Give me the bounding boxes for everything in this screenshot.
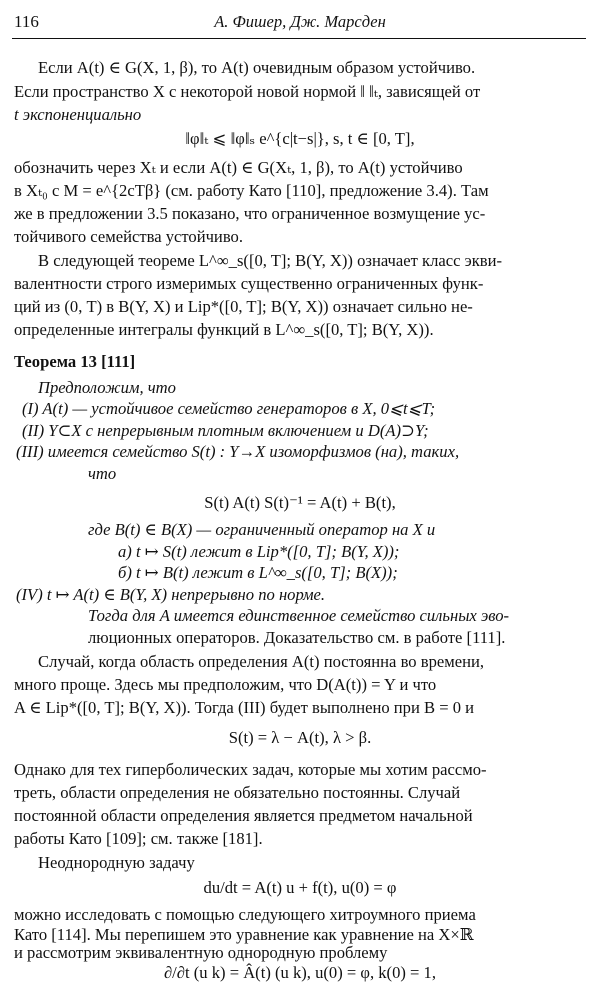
text-line: и рассмотрим эквивалентную однородную проблему: [14, 943, 388, 962]
condition-line: (I) A(t) — устойчивое семейство генераторов в X, 0⩽t⩽T;: [22, 399, 436, 418]
text-line: а) t ↦ S(t) лежит в Lip*([0, T]; B(Y, X));: [118, 542, 400, 561]
text-line: Като [114]. Мы перепишем это уравнение как уравнение на X×ℝ: [14, 925, 474, 944]
text-line: определенные интегралы функций в L^∞_s([0, T]; B(Y, X)).: [14, 320, 434, 339]
text-line: Однако для тех гиперболических задач, которые мы хотим рассмо-: [14, 760, 487, 779]
text-line: Если A(t) ∈ G(X, 1, β), то A(t) очевидным образом устойчиво.: [38, 58, 476, 77]
formula: du/dt = A(t) u + f(t), u(0) = φ: [203, 878, 397, 897]
text-line: В следующей теореме L^∞_s([0, T]; B(Y, X)) означает класс экви-: [38, 251, 503, 270]
page-number: 116: [14, 12, 39, 31]
text-line: Тогда для A имеется единственное семейство сильных эво-: [88, 606, 510, 625]
condition-line: (IV) t ↦ A(t) ∈ B(Y, X) непрерывно по норме.: [16, 585, 326, 604]
text-line: обозначить через Xₜ и если A(t) ∈ G(Xₜ, 1, β), то A(t) устойчиво: [14, 158, 463, 177]
text-line: постоянной области определения является предметом начальной: [14, 806, 473, 825]
text-line: много проще. Здесь мы предположим, что D(A(t)) = Y и что: [14, 675, 437, 694]
text-line: Если пространство X с некоторой новой нормой ‖ ‖ₜ, зависящей от: [14, 82, 481, 101]
formula: ‖φ‖ₜ ⩽ ‖φ‖ₛ e^{c|t−s|}, s, t ∈ [0, T],: [185, 129, 415, 148]
formula: S(t) A(t) S(t)⁻¹ = A(t) + B(t),: [204, 493, 396, 512]
formula: S(t) = λ − A(t), λ > β.: [228, 728, 372, 747]
condition-line: (II) Y⊂X с непрерывным плотным включением и D(A)⊃Y;: [22, 421, 429, 440]
text-line: Неоднородную задачу: [38, 853, 195, 872]
text-line: в Xₜ₀ с M = e^{2cTβ} (см. работу Като [110], предложение 3.4). Там: [14, 181, 489, 200]
condition-line: (III) имеется семейство S(t) : Y→X изоморфизмов (на), таких,: [16, 442, 460, 461]
text-line: треть, области определения не обязательно постоянны. Случай: [14, 783, 461, 802]
text-line: Предположим, что: [38, 378, 176, 397]
text-line: же в предложении 3.5 показано, что ограниченное возмущение ус-: [14, 204, 486, 223]
text-line: валентности строго измеримых существенно ограниченных функ-: [14, 274, 484, 293]
header-rule: [12, 38, 586, 39]
text-line: б) t ↦ B(t) лежит в L^∞_s([0, T]; B(X));: [118, 563, 398, 582]
text-line: ций из (0, T) в B(Y, X) и Lip*([0, T]; B(Y, X)) означает сильно не-: [14, 297, 473, 316]
text-line: можно исследовать с помощью следующего хитроумного приема: [14, 905, 476, 924]
text-line: где B(t) ∈ B(X) — ограниченный оператор на X и: [88, 520, 436, 539]
text-line: работы Като [109]; см. также [181].: [14, 829, 263, 848]
text-line: тойчивого семейства устойчиво.: [14, 227, 243, 246]
text-line: что: [88, 464, 117, 483]
theorem-heading: Теорема 13 [111]: [14, 352, 136, 371]
formula: ∂/∂t (u k) = Â(t) (u k), u(0) = φ, k(0) = 1,: [163, 963, 437, 982]
text-line: люционных операторов. Доказательство см. в работе [111].: [88, 628, 506, 647]
text-line: A ∈ Lip*([0, T]; B(Y, X)). Тогда (III) будет выполнено при B = 0 и: [14, 698, 475, 717]
text-line: t экспоненциально: [14, 105, 142, 124]
text-line: Случай, когда область определения A(t) постоянна во времени,: [38, 652, 485, 671]
running-head: А. Фишер, Дж. Марсден: [214, 12, 386, 31]
